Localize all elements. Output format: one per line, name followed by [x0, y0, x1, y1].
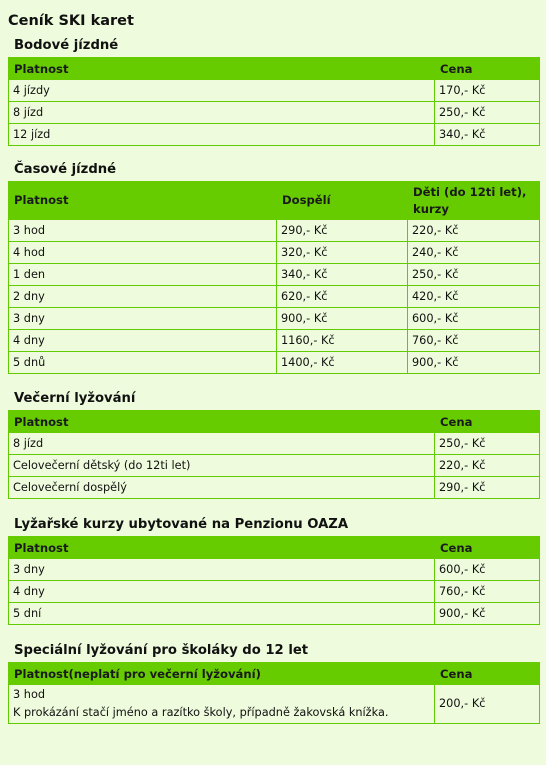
- table-row: [9, 102, 540, 124]
- column-header: Platnost: [9, 537, 435, 559]
- table-row: [9, 352, 540, 374]
- table-cell: 220,- Kč: [435, 455, 540, 477]
- table-header-row: [9, 537, 540, 559]
- table-cell: 250,- Kč: [435, 433, 540, 455]
- price-table: [8, 662, 540, 724]
- section-heading: Bodové jízdné: [14, 38, 119, 53]
- table-row: [9, 455, 540, 477]
- table-cell: 170,- Kč: [435, 80, 540, 102]
- table-cell: 8 jízd: [9, 433, 435, 455]
- table-cell: 1 den: [9, 264, 277, 286]
- table-row: [9, 264, 540, 286]
- table-cell: 600,- Kč: [408, 308, 540, 330]
- table-cell: 290,- Kč: [435, 477, 540, 499]
- price-table: [8, 181, 540, 374]
- table-cell: 8 jízd: [9, 102, 435, 124]
- section-vecerni-lyzovani: [6, 391, 540, 499]
- price-table: [8, 57, 540, 146]
- table-header-row: [9, 58, 540, 80]
- section-heading: Lyžařské kurzy ubytované na Penzionu OAZA: [14, 517, 349, 532]
- price-table: [8, 410, 540, 499]
- table-cell: 760,- Kč: [408, 330, 540, 352]
- column-header: Děti (do 12ti let), kurzy: [408, 182, 540, 220]
- table-cell: 3 dny: [9, 559, 435, 581]
- table-header-row: [9, 182, 540, 220]
- table-cell: 4 hod: [9, 242, 277, 264]
- table-cell: 420,- Kč: [408, 286, 540, 308]
- table-cell: 340,- Kč: [435, 124, 540, 146]
- table-header-row: [9, 411, 540, 433]
- row-label: 3 hod: [13, 688, 46, 701]
- table-cell: Celovečerní dětský (do 12ti let): [9, 455, 435, 477]
- table-row: [9, 308, 540, 330]
- column-header: Platnost: [9, 411, 435, 433]
- price-table: [8, 536, 540, 625]
- table-row: [9, 685, 540, 724]
- table-cell: 200,- Kč: [435, 685, 540, 724]
- table-cell: 620,- Kč: [277, 286, 408, 308]
- table-row: [9, 242, 540, 264]
- table-cell: 5 dnů: [9, 352, 277, 374]
- section-casove-jizdne: [6, 162, 540, 374]
- table-cell: 4 jízdy: [9, 80, 435, 102]
- table-row: [9, 581, 540, 603]
- section-specialni-lyzovani: [6, 643, 540, 724]
- table-cell: 3 hod: [9, 220, 277, 242]
- table-cell: 320,- Kč: [277, 242, 408, 264]
- table-cell: 4 dny: [9, 581, 435, 603]
- table-cell: [9, 685, 435, 724]
- table-cell: 1400,- Kč: [277, 352, 408, 374]
- page-title: Ceník SKI karet: [8, 13, 134, 29]
- table-cell: 290,- Kč: [277, 220, 408, 242]
- table-cell: 340,- Kč: [277, 264, 408, 286]
- section-heading: Speciální lyžování pro školáky do 12 let: [14, 643, 309, 658]
- table-row: [9, 220, 540, 242]
- table-row: [9, 603, 540, 625]
- table-cell: 250,- Kč: [435, 102, 540, 124]
- section-lyzarske-kurzy: [6, 517, 540, 625]
- column-header: Platnost: [9, 182, 277, 220]
- table-row: [9, 477, 540, 499]
- table-cell: 900,- Kč: [277, 308, 408, 330]
- table-row: [9, 330, 540, 352]
- table-row: [9, 433, 540, 455]
- row-note: K prokázání stačí jméno a razítko školy, případně žakovská knížka.: [13, 706, 389, 719]
- table-cell: 12 jízd: [9, 124, 435, 146]
- table-row: [9, 286, 540, 308]
- table-cell: 4 dny: [9, 330, 277, 352]
- section-heading: Večerní lyžování: [14, 391, 136, 406]
- table-cell: 3 dny: [9, 308, 277, 330]
- table-cell: 240,- Kč: [408, 242, 540, 264]
- table-row: [9, 559, 540, 581]
- table-cell: 250,- Kč: [408, 264, 540, 286]
- column-header: Cena: [435, 411, 540, 433]
- table-cell: 1160,- Kč: [277, 330, 408, 352]
- table-row: [9, 80, 540, 102]
- table-header-row: [9, 663, 540, 685]
- column-header: Cena: [435, 58, 540, 80]
- column-header: Platnost: [9, 58, 435, 80]
- table-cell: Celovečerní dospělý: [9, 477, 435, 499]
- table-cell: 900,- Kč: [435, 603, 540, 625]
- table-cell: 2 dny: [9, 286, 277, 308]
- column-header: Platnost(neplatí pro večerní lyžování): [9, 663, 435, 685]
- column-header: Cena: [435, 663, 540, 685]
- column-header: Cena: [435, 537, 540, 559]
- table-cell: 600,- Kč: [435, 559, 540, 581]
- table-row: [9, 124, 540, 146]
- table-cell: 5 dní: [9, 603, 435, 625]
- section-bodove-jizdne: [6, 38, 540, 146]
- table-cell: 900,- Kč: [408, 352, 540, 374]
- section-heading: Časové jízdné: [14, 162, 117, 177]
- column-header: Dospělí: [277, 182, 408, 220]
- table-cell: 220,- Kč: [408, 220, 540, 242]
- table-cell: 760,- Kč: [435, 581, 540, 603]
